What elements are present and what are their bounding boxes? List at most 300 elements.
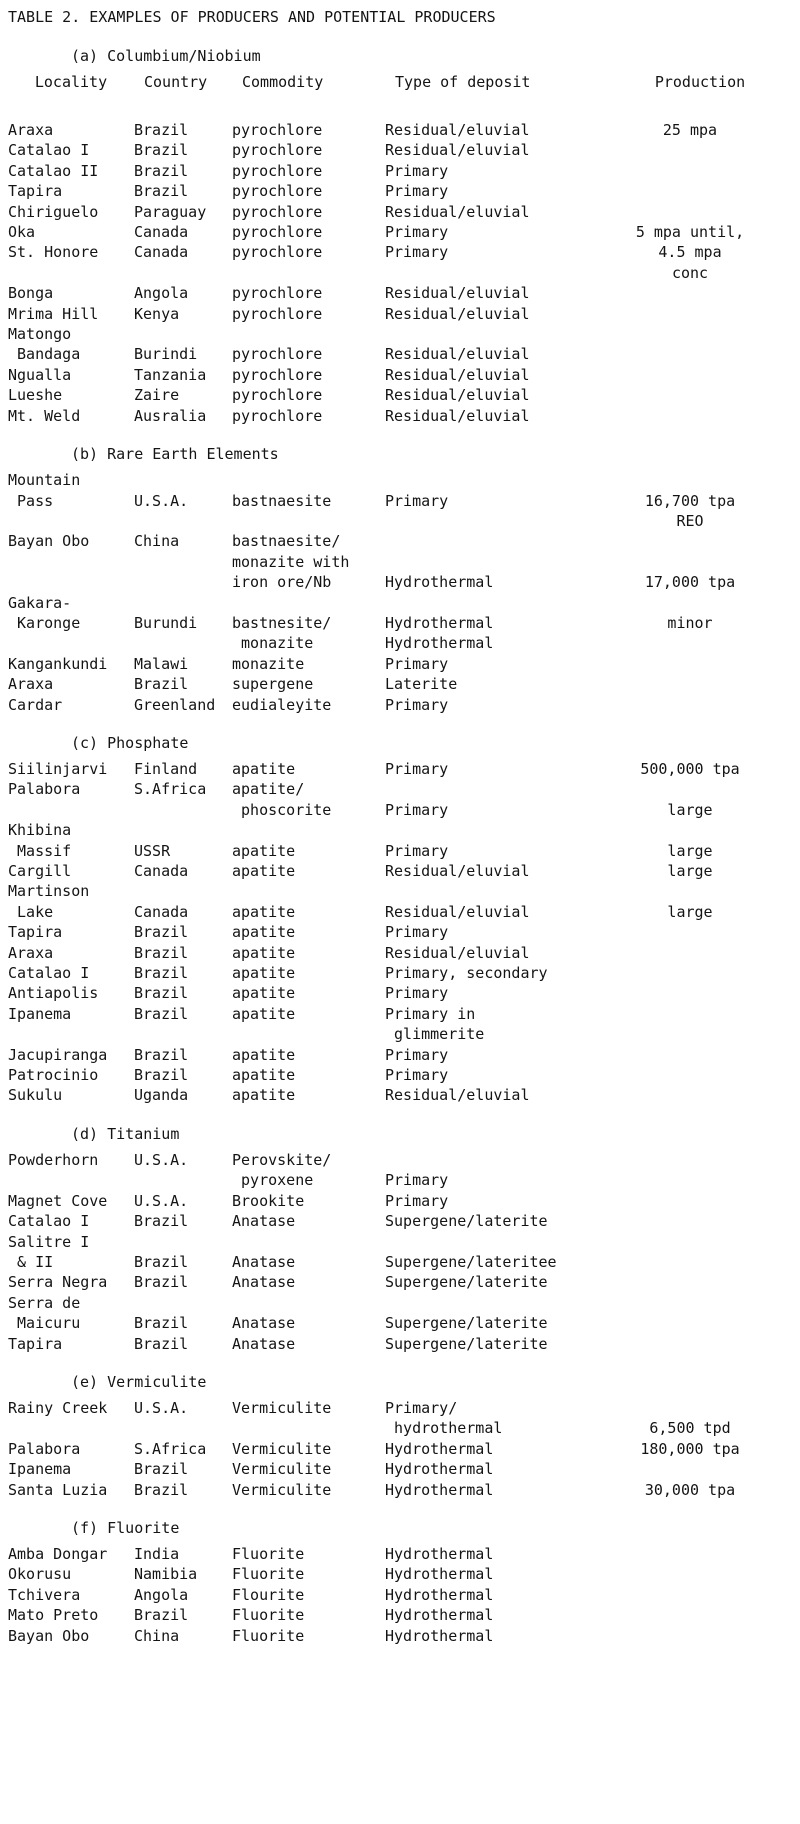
column-header-row bbox=[8, 72, 798, 120]
country-cell bbox=[134, 881, 232, 901]
locality-cell bbox=[8, 633, 134, 653]
table-row bbox=[8, 491, 798, 511]
deposit-type-cell: Hydrothermal bbox=[385, 573, 494, 592]
deposit-type-cell: Primary bbox=[385, 223, 449, 242]
deposit-type-cell: glimmerite bbox=[385, 1025, 485, 1044]
table-row bbox=[8, 161, 798, 181]
commodity-cell: pyrochlore bbox=[232, 141, 323, 160]
locality-cell: Khibina bbox=[8, 821, 72, 840]
commodity-cell: Vermiculite bbox=[232, 1460, 332, 1479]
locality-cell: Mountain bbox=[8, 471, 81, 490]
country-cell bbox=[134, 800, 232, 820]
production-cell bbox=[590, 531, 790, 551]
country-cell bbox=[134, 1024, 232, 1044]
country-cell bbox=[134, 593, 232, 613]
table-row bbox=[8, 263, 798, 283]
deposit-type-cell: Hydrothermal bbox=[385, 1460, 494, 1479]
locality-cell: Maicuru bbox=[8, 1314, 81, 1333]
production-cell: 500,000 tpa bbox=[640, 759, 740, 778]
country-cell: U.S.A. bbox=[134, 1150, 189, 1169]
production-cell: 6,500 tpd bbox=[649, 1419, 731, 1438]
production-cell: 4.5 mpa bbox=[658, 243, 722, 262]
locality-cell bbox=[8, 552, 134, 572]
locality-cell: Tapira bbox=[8, 182, 63, 201]
table-row bbox=[8, 861, 798, 881]
section-heading: (b) Rare Earth Elements bbox=[71, 445, 279, 464]
deposit-type-cell: Primary bbox=[385, 1191, 449, 1210]
country-cell: U.S.A. bbox=[134, 1191, 189, 1210]
locality-cell: Cargill bbox=[8, 862, 72, 880]
production-cell bbox=[590, 552, 790, 572]
commodity-cell: pyrochlore bbox=[232, 304, 323, 323]
locality-cell bbox=[8, 800, 134, 820]
table-row bbox=[8, 654, 798, 674]
commodity-cell bbox=[232, 1293, 385, 1313]
commodity-cell: monazite bbox=[232, 634, 314, 653]
commodity-cell: apatite bbox=[232, 1086, 296, 1105]
table-row bbox=[8, 613, 798, 633]
table-row bbox=[8, 963, 798, 983]
table-title: TABLE 2. EXAMPLES OF PRODUCERS AND POTENTIAL PRODUCERS bbox=[8, 8, 496, 26]
production-cell: large bbox=[667, 841, 713, 860]
commodity-cell bbox=[232, 1024, 385, 1044]
section-block bbox=[8, 1366, 798, 1500]
locality-cell: Patrocinio bbox=[8, 1066, 99, 1085]
deposit-type-cell: Residual/eluvial bbox=[385, 386, 530, 405]
deposit-type-cell bbox=[385, 1150, 590, 1170]
production-cell bbox=[590, 963, 790, 983]
table-row bbox=[8, 242, 798, 262]
country-cell: Zaire bbox=[134, 386, 180, 405]
deposit-type-cell: Hydrothermal bbox=[385, 1480, 494, 1499]
column-header: Type of deposit bbox=[395, 73, 531, 91]
commodity-cell: pyrochlore bbox=[232, 182, 323, 201]
locality-cell: Lake bbox=[8, 902, 54, 921]
locality-cell: Jacupiranga bbox=[8, 1045, 108, 1064]
commodity-cell: Vermiculite bbox=[232, 1439, 332, 1458]
table-row bbox=[8, 1564, 798, 1584]
production-cell: large bbox=[667, 800, 713, 819]
commodity-cell: pyrochlore bbox=[232, 284, 323, 303]
production-cell bbox=[590, 202, 790, 222]
table-row bbox=[8, 552, 798, 572]
country-cell: Brazil bbox=[134, 161, 189, 180]
commodity-cell: apatite bbox=[232, 902, 296, 921]
section-block bbox=[8, 40, 798, 426]
production-cell bbox=[590, 1459, 790, 1479]
country-cell: Angola bbox=[134, 284, 189, 303]
locality-cell: Tchivera bbox=[8, 1585, 81, 1604]
locality-cell bbox=[8, 1170, 134, 1190]
country-cell: S.Africa bbox=[134, 1439, 207, 1458]
table-row bbox=[8, 1232, 798, 1252]
locality-cell: Catalao I bbox=[8, 964, 90, 983]
production-cell bbox=[590, 695, 790, 715]
deposit-type-cell: Primary bbox=[385, 491, 449, 510]
locality-cell: Matongo bbox=[8, 325, 72, 344]
production-cell bbox=[590, 674, 790, 694]
table-row bbox=[8, 1004, 798, 1024]
country-cell bbox=[134, 1170, 232, 1190]
column-header: Production bbox=[654, 73, 746, 91]
production-cell bbox=[590, 344, 790, 364]
country-cell: Brazil bbox=[134, 182, 189, 201]
deposit-type-cell: Supergene/lateritee bbox=[385, 1252, 557, 1271]
production-cell bbox=[590, 1150, 790, 1170]
production-cell bbox=[590, 820, 790, 840]
country-cell: Namibia bbox=[134, 1565, 198, 1584]
locality-cell: Bayan Obo bbox=[8, 1626, 90, 1645]
deposit-type-cell: Hydrothermal bbox=[385, 1544, 494, 1563]
column-header: Commodity bbox=[242, 73, 324, 91]
locality-cell: Catalao II bbox=[8, 161, 99, 180]
production-cell bbox=[590, 1626, 790, 1646]
country-cell: Ausralia bbox=[134, 406, 207, 425]
production-cell bbox=[590, 1293, 790, 1313]
commodity-cell: pyrochlore bbox=[232, 243, 323, 262]
locality-cell: Chiriguelo bbox=[8, 202, 99, 221]
deposit-type-cell: Primary bbox=[385, 1045, 449, 1064]
country-cell bbox=[134, 1293, 232, 1313]
production-cell bbox=[590, 1585, 790, 1605]
production-cell bbox=[590, 1252, 790, 1272]
country-cell: Brazil bbox=[134, 1212, 189, 1231]
production-cell: 5 mpa until, bbox=[635, 223, 745, 242]
country-cell: Brazil bbox=[134, 1606, 189, 1625]
country-cell bbox=[134, 572, 232, 592]
commodity-cell: monazite with bbox=[232, 552, 350, 571]
locality-cell: Araxa bbox=[8, 121, 54, 139]
country-cell: Paraguay bbox=[134, 202, 207, 221]
country-cell: Brazil bbox=[134, 984, 189, 1003]
production-cell bbox=[590, 633, 790, 653]
commodity-cell bbox=[232, 470, 385, 490]
production-cell bbox=[590, 779, 790, 799]
commodity-cell: pyrochlore bbox=[232, 386, 323, 405]
table-row bbox=[8, 1272, 798, 1292]
table-row bbox=[8, 365, 798, 385]
country-cell: USSR bbox=[134, 841, 171, 860]
table-row bbox=[8, 304, 798, 324]
locality-cell: Siilinjarvi bbox=[8, 759, 108, 778]
commodity-cell bbox=[232, 820, 385, 840]
production-cell bbox=[590, 1191, 790, 1211]
commodity-cell: Anatase bbox=[232, 1314, 296, 1333]
country-cell: Brazil bbox=[134, 121, 189, 139]
locality-cell: Palabora bbox=[8, 780, 81, 799]
production-cell bbox=[590, 983, 790, 1003]
deposit-type-cell: Primary bbox=[385, 800, 449, 819]
deposit-type-cell: Hydrothermal bbox=[385, 613, 494, 632]
country-cell: Brazil bbox=[134, 675, 189, 694]
deposit-type-cell: Residual/eluvial bbox=[385, 902, 530, 921]
table-row bbox=[8, 202, 798, 222]
locality-cell: Araxa bbox=[8, 675, 54, 694]
deposit-type-cell bbox=[385, 552, 590, 572]
locality-cell: Catalao I bbox=[8, 141, 90, 160]
commodity-cell: Anatase bbox=[232, 1212, 296, 1231]
deposit-type-cell: Hydrothermal bbox=[385, 1585, 494, 1604]
country-cell: Tanzania bbox=[134, 365, 207, 384]
section-block bbox=[8, 438, 798, 715]
country-cell: Canada bbox=[134, 243, 189, 262]
deposit-type-cell: Primary bbox=[385, 1066, 449, 1085]
table-row bbox=[8, 1459, 798, 1479]
deposit-type-cell bbox=[385, 511, 590, 531]
locality-cell: Lueshe bbox=[8, 386, 63, 405]
country-cell: Uganda bbox=[134, 1086, 189, 1105]
country-cell: Brazil bbox=[134, 1314, 189, 1333]
country-cell: Canada bbox=[134, 902, 189, 921]
country-cell: Brazil bbox=[134, 1460, 189, 1479]
deposit-type-cell: Primary bbox=[385, 1171, 449, 1190]
commodity-cell: pyrochlore bbox=[232, 406, 323, 425]
column-header: Locality bbox=[34, 73, 108, 91]
production-cell bbox=[590, 1398, 790, 1418]
deposit-type-cell: Hydrothermal bbox=[385, 1565, 494, 1584]
country-cell: Finland bbox=[134, 759, 198, 778]
deposit-type-cell: Primary bbox=[385, 182, 449, 201]
deposit-type-cell: Residual/eluvial bbox=[385, 345, 530, 364]
country-cell: U.S.A. bbox=[134, 1398, 189, 1417]
table-row bbox=[8, 531, 798, 551]
commodity-cell: Fluorite bbox=[232, 1626, 305, 1645]
table-row bbox=[8, 1544, 798, 1564]
table-row bbox=[8, 1045, 798, 1065]
production-cell bbox=[590, 1605, 790, 1625]
section-block bbox=[8, 727, 798, 1106]
deposit-type-cell: Supergene/laterite bbox=[385, 1212, 548, 1231]
production-cell: large bbox=[667, 862, 713, 880]
country-cell bbox=[134, 820, 232, 840]
table-row bbox=[8, 406, 798, 426]
locality-cell: Cardar bbox=[8, 695, 63, 714]
commodity-cell: bastnesite/ bbox=[232, 613, 332, 632]
deposit-type-cell: Primary bbox=[385, 695, 449, 714]
commodity-cell: apatite bbox=[232, 943, 296, 962]
locality-cell: Mrima Hill bbox=[8, 304, 99, 323]
section-heading: (e) Vermiculite bbox=[71, 1372, 207, 1391]
commodity-cell: apatite/ bbox=[232, 780, 305, 799]
deposit-type-cell bbox=[385, 263, 590, 283]
commodity-cell: Vermiculite bbox=[232, 1480, 332, 1499]
locality-cell: Pass bbox=[8, 491, 54, 510]
deposit-type-cell: Laterite bbox=[385, 675, 458, 694]
production-cell: 180,000 tpa bbox=[640, 1439, 740, 1458]
table-row bbox=[8, 120, 798, 140]
country-cell: S.Africa bbox=[134, 780, 207, 799]
deposit-type-cell: Hydrothermal bbox=[385, 1439, 494, 1458]
section-heading: (f) Fluorite bbox=[71, 1518, 180, 1537]
deposit-type-cell: Residual/eluvial bbox=[385, 406, 530, 425]
table-row bbox=[8, 1252, 798, 1272]
deposit-type-cell bbox=[385, 1293, 590, 1313]
commodity-cell: monazite bbox=[232, 654, 305, 673]
deposit-type-cell: Primary bbox=[385, 759, 449, 778]
production-cell: 25 mpa bbox=[662, 121, 718, 139]
commodity-cell: Anatase bbox=[232, 1273, 296, 1292]
table-row bbox=[8, 695, 798, 715]
locality-cell bbox=[8, 511, 134, 531]
production-cell: 16,700 tpa bbox=[644, 491, 736, 510]
table-row bbox=[8, 593, 798, 613]
deposit-type-cell: Primary bbox=[385, 243, 449, 262]
table-row bbox=[8, 759, 798, 779]
production-cell bbox=[590, 881, 790, 901]
commodity-cell: apatite bbox=[232, 923, 296, 942]
deposit-type-cell: Primary bbox=[385, 161, 449, 180]
deposit-type-cell bbox=[385, 470, 590, 490]
table-row bbox=[8, 674, 798, 694]
country-cell: Brazil bbox=[134, 1045, 189, 1064]
commodity-cell: pyrochlore bbox=[232, 223, 323, 242]
production-cell bbox=[590, 1170, 790, 1190]
deposit-type-cell bbox=[385, 820, 590, 840]
country-cell: Malawi bbox=[134, 654, 189, 673]
commodity-cell: pyrochlore bbox=[232, 345, 323, 364]
locality-cell: Massif bbox=[8, 841, 72, 860]
section-heading: (c) Phosphate bbox=[71, 733, 189, 752]
deposit-type-cell: Residual/eluvial bbox=[385, 202, 530, 221]
locality-cell: Oka bbox=[8, 223, 36, 242]
table-row bbox=[8, 1605, 798, 1625]
commodity-cell bbox=[232, 593, 385, 613]
production-cell bbox=[590, 943, 790, 963]
locality-cell: Antiapolis bbox=[8, 984, 99, 1003]
section-heading: (d) Titanium bbox=[71, 1124, 180, 1143]
production-cell bbox=[590, 385, 790, 405]
locality-cell: Sukulu bbox=[8, 1086, 63, 1105]
locality-cell: Santa Luzia bbox=[8, 1480, 108, 1499]
production-cell bbox=[590, 654, 790, 674]
country-cell: Brazil bbox=[134, 141, 189, 160]
country-cell: China bbox=[134, 1626, 180, 1645]
deposit-type-cell: Residual/eluvial bbox=[385, 862, 530, 880]
table-row bbox=[8, 1398, 798, 1418]
country-cell: Burindi bbox=[134, 345, 198, 364]
locality-cell: Ipanema bbox=[8, 1460, 72, 1479]
table-row bbox=[8, 1293, 798, 1313]
table-row bbox=[8, 511, 798, 531]
locality-cell: Tapira bbox=[8, 1334, 63, 1353]
deposit-type-cell: Hydrothermal bbox=[385, 1606, 494, 1625]
commodity-cell: Vermiculite bbox=[232, 1398, 332, 1417]
table-row bbox=[8, 1313, 798, 1333]
deposit-type-cell: Residual/eluvial bbox=[385, 304, 530, 323]
table-row bbox=[8, 779, 798, 799]
production-cell bbox=[590, 1564, 790, 1584]
production-cell bbox=[590, 1004, 790, 1024]
deposit-type-cell bbox=[385, 779, 590, 799]
commodity-cell: apatite bbox=[232, 1045, 296, 1064]
country-cell bbox=[134, 324, 232, 344]
deposit-type-cell: Primary bbox=[385, 654, 449, 673]
table-row bbox=[8, 283, 798, 303]
country-cell: India bbox=[134, 1544, 180, 1563]
country-cell bbox=[134, 552, 232, 572]
deposit-type-cell: Residual/eluvial bbox=[385, 141, 530, 160]
section-heading: (a) Columbium/Niobium bbox=[71, 47, 261, 65]
locality-cell: Tapira bbox=[8, 923, 63, 942]
locality-cell: Mt. Weld bbox=[8, 406, 81, 425]
commodity-cell: apatite bbox=[232, 759, 296, 778]
table-row bbox=[8, 1585, 798, 1605]
commodity-cell bbox=[232, 263, 385, 283]
deposit-type-cell: Primary, secondary bbox=[385, 964, 548, 983]
country-cell: Brazil bbox=[134, 964, 189, 983]
country-cell bbox=[134, 511, 232, 531]
production-cell: REO bbox=[676, 511, 704, 530]
locality-cell: Powderhorn bbox=[8, 1150, 99, 1169]
deposit-type-cell: Supergene/laterite bbox=[385, 1273, 548, 1292]
production-cell: conc bbox=[671, 263, 709, 282]
country-cell: Canada bbox=[134, 223, 189, 242]
deposit-type-cell bbox=[385, 324, 590, 344]
table-row bbox=[8, 324, 798, 344]
country-cell bbox=[134, 633, 232, 653]
commodity-cell: bastnaesite/ bbox=[232, 532, 341, 551]
production-cell bbox=[590, 365, 790, 385]
commodity-cell: apatite bbox=[232, 984, 296, 1003]
production-cell bbox=[590, 1045, 790, 1065]
deposit-type-cell: Residual/eluvial bbox=[385, 1086, 530, 1105]
commodity-cell bbox=[232, 324, 385, 344]
locality-cell: Bonga bbox=[8, 284, 54, 303]
table-row bbox=[8, 344, 798, 364]
country-cell: Greenland bbox=[134, 695, 216, 714]
locality-cell bbox=[8, 1418, 134, 1438]
deposit-type-cell: Residual/eluvial bbox=[385, 943, 530, 962]
production-cell bbox=[590, 1272, 790, 1292]
production-cell: large bbox=[667, 902, 713, 921]
locality-cell: Karonge bbox=[8, 613, 81, 632]
locality-cell: St. Honore bbox=[8, 243, 99, 262]
deposit-type-cell: Primary bbox=[385, 984, 449, 1003]
commodity-cell: iron ore/Nb bbox=[232, 573, 332, 592]
table-row bbox=[8, 1170, 798, 1190]
section-block bbox=[8, 1118, 798, 1354]
table-row bbox=[8, 820, 798, 840]
table-row bbox=[8, 1334, 798, 1354]
commodity-cell: Anatase bbox=[232, 1334, 296, 1353]
country-cell bbox=[134, 470, 232, 490]
commodity-cell: Brookite bbox=[232, 1191, 305, 1210]
country-cell: Brazil bbox=[134, 1066, 189, 1085]
production-cell bbox=[590, 1232, 790, 1252]
table-row bbox=[8, 1439, 798, 1459]
table-row bbox=[8, 470, 798, 490]
production-cell bbox=[590, 1313, 790, 1333]
table-row bbox=[8, 983, 798, 1003]
deposit-type-cell: Residual/eluvial bbox=[385, 284, 530, 303]
country-cell bbox=[134, 1232, 232, 1252]
production-cell bbox=[590, 1024, 790, 1044]
table-row bbox=[8, 1211, 798, 1231]
deposit-type-cell: Primary bbox=[385, 923, 449, 942]
production-cell bbox=[590, 406, 790, 426]
locality-cell: Bandaga bbox=[8, 345, 81, 364]
table-row bbox=[8, 572, 798, 592]
commodity-cell: apatite bbox=[232, 862, 296, 880]
sections-container bbox=[8, 40, 798, 1646]
production-cell bbox=[590, 283, 790, 303]
production-cell bbox=[590, 140, 790, 160]
locality-cell: Ngualla bbox=[8, 365, 72, 384]
production-cell bbox=[590, 304, 790, 324]
production-cell: minor bbox=[667, 613, 713, 632]
country-cell: Angola bbox=[134, 1585, 189, 1604]
production-cell bbox=[590, 1065, 790, 1085]
